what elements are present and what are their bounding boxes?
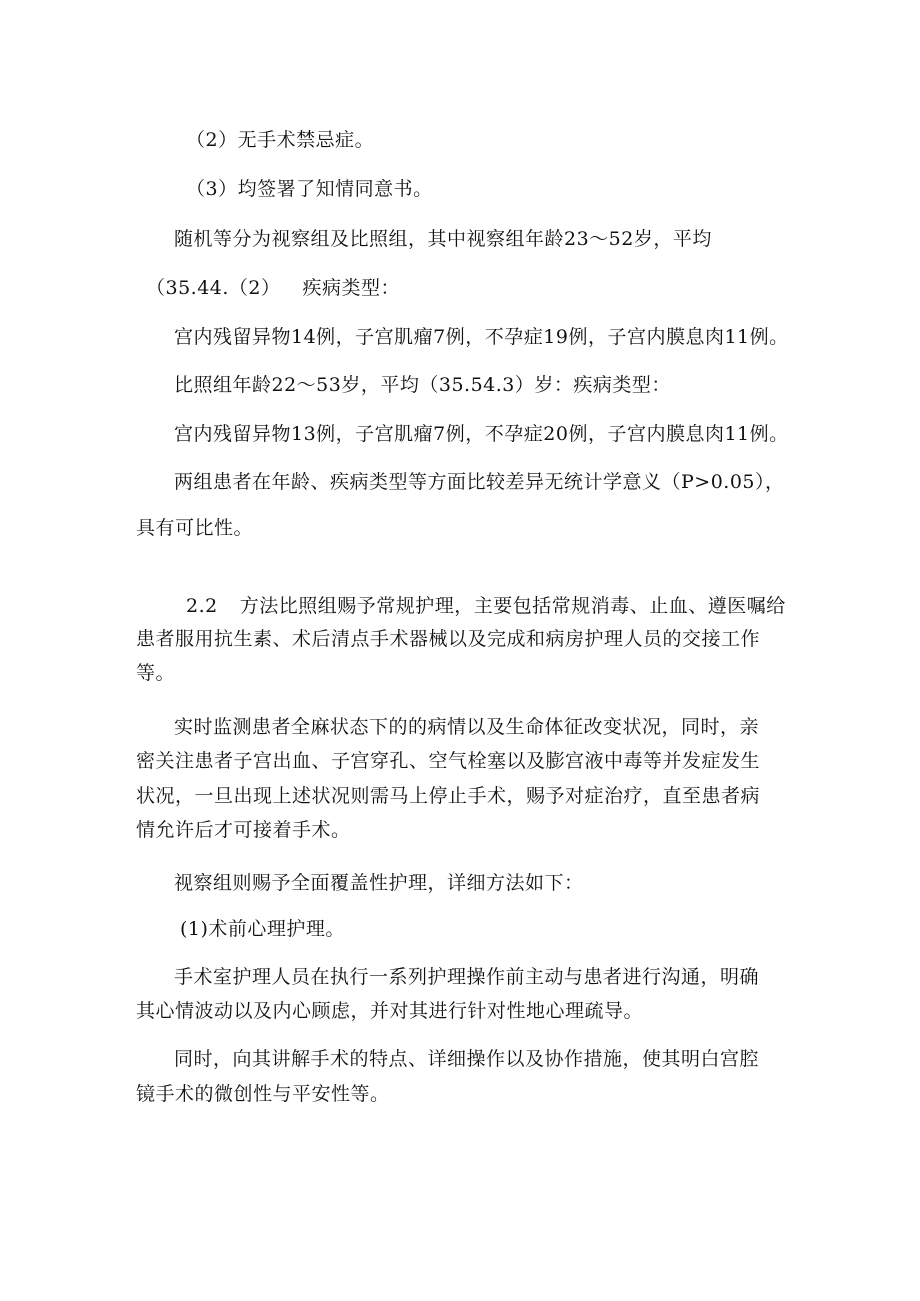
text-line: 镜手术的微创性与平安性等。 [136,1083,390,1105]
text-line: 实时监测患者全麻状态下的的病情以及生命体征改变状况，同时，亲 [174,716,760,738]
text-line: 比照组年龄22～53岁，平均（35.54.3）岁：疾病类型： [174,374,671,396]
text-line: （3）均签署了知情同意书。 [186,178,433,200]
text-line: 视察组则赐予全面覆盖性护理，详细方法如下： [174,872,584,894]
text-line: 同时，向其讲解手术的特点、详细操作以及协作措施，使其明白宫腔 [174,1048,760,1070]
text-line: 具有可比性。 [136,517,254,539]
text-line: 随机等分为视察组及比照组，其中视察组年龄23～52岁，平均 [174,228,712,250]
text-line: （2）无手术禁忌症。 [186,129,375,151]
text-line: 密关注患者子宫出血、子宫穿孔、空气栓塞以及膨宫液中毒等并发症发生 [136,750,761,772]
text-segment: 方法比照组赐予常规护理，主要包括常规消毒、止血、遵医嘱给 [239,595,786,617]
text-line: 两组患者在年龄、疾病类型等方面比较差异无统计学意义（P>0.05）， [174,471,785,493]
text-segment: （35.44.（2） [146,277,281,299]
text-line: 宫内残留异物14例，子宫肌瘤7例，不孕症19例，子宫内膜息肉11例。 [174,326,789,348]
text-line: 患者服用抗生素、术后清点手术器械以及完成和病房护理人员的交接工作 [136,628,761,650]
text-line [146,276,400,300]
text-line: (1)术前心理护理。 [180,918,345,940]
text-line: 等。 [136,662,176,684]
text-line: 状况，一旦出现上述状况则需马上停止手术，赐予对症治疗，直至患者病 [136,785,761,807]
section-number: 2.2 [186,595,218,617]
text-segment: 疾病类型： [302,277,401,299]
text-line [186,594,786,618]
text-line: 手术室护理人员在执行一系列护理操作前主动与患者进行沟通，明确 [174,966,760,988]
text-line: 情允许后才可接着手术。 [136,819,351,841]
text-line: 其心情波动以及内心顾虑，并对其进行针对性地心理疏导。 [136,1000,644,1022]
text-line: 宫内残留异物13例，子宫肌瘤7例，不孕症20例，子宫内膜息肉11例。 [174,423,789,445]
